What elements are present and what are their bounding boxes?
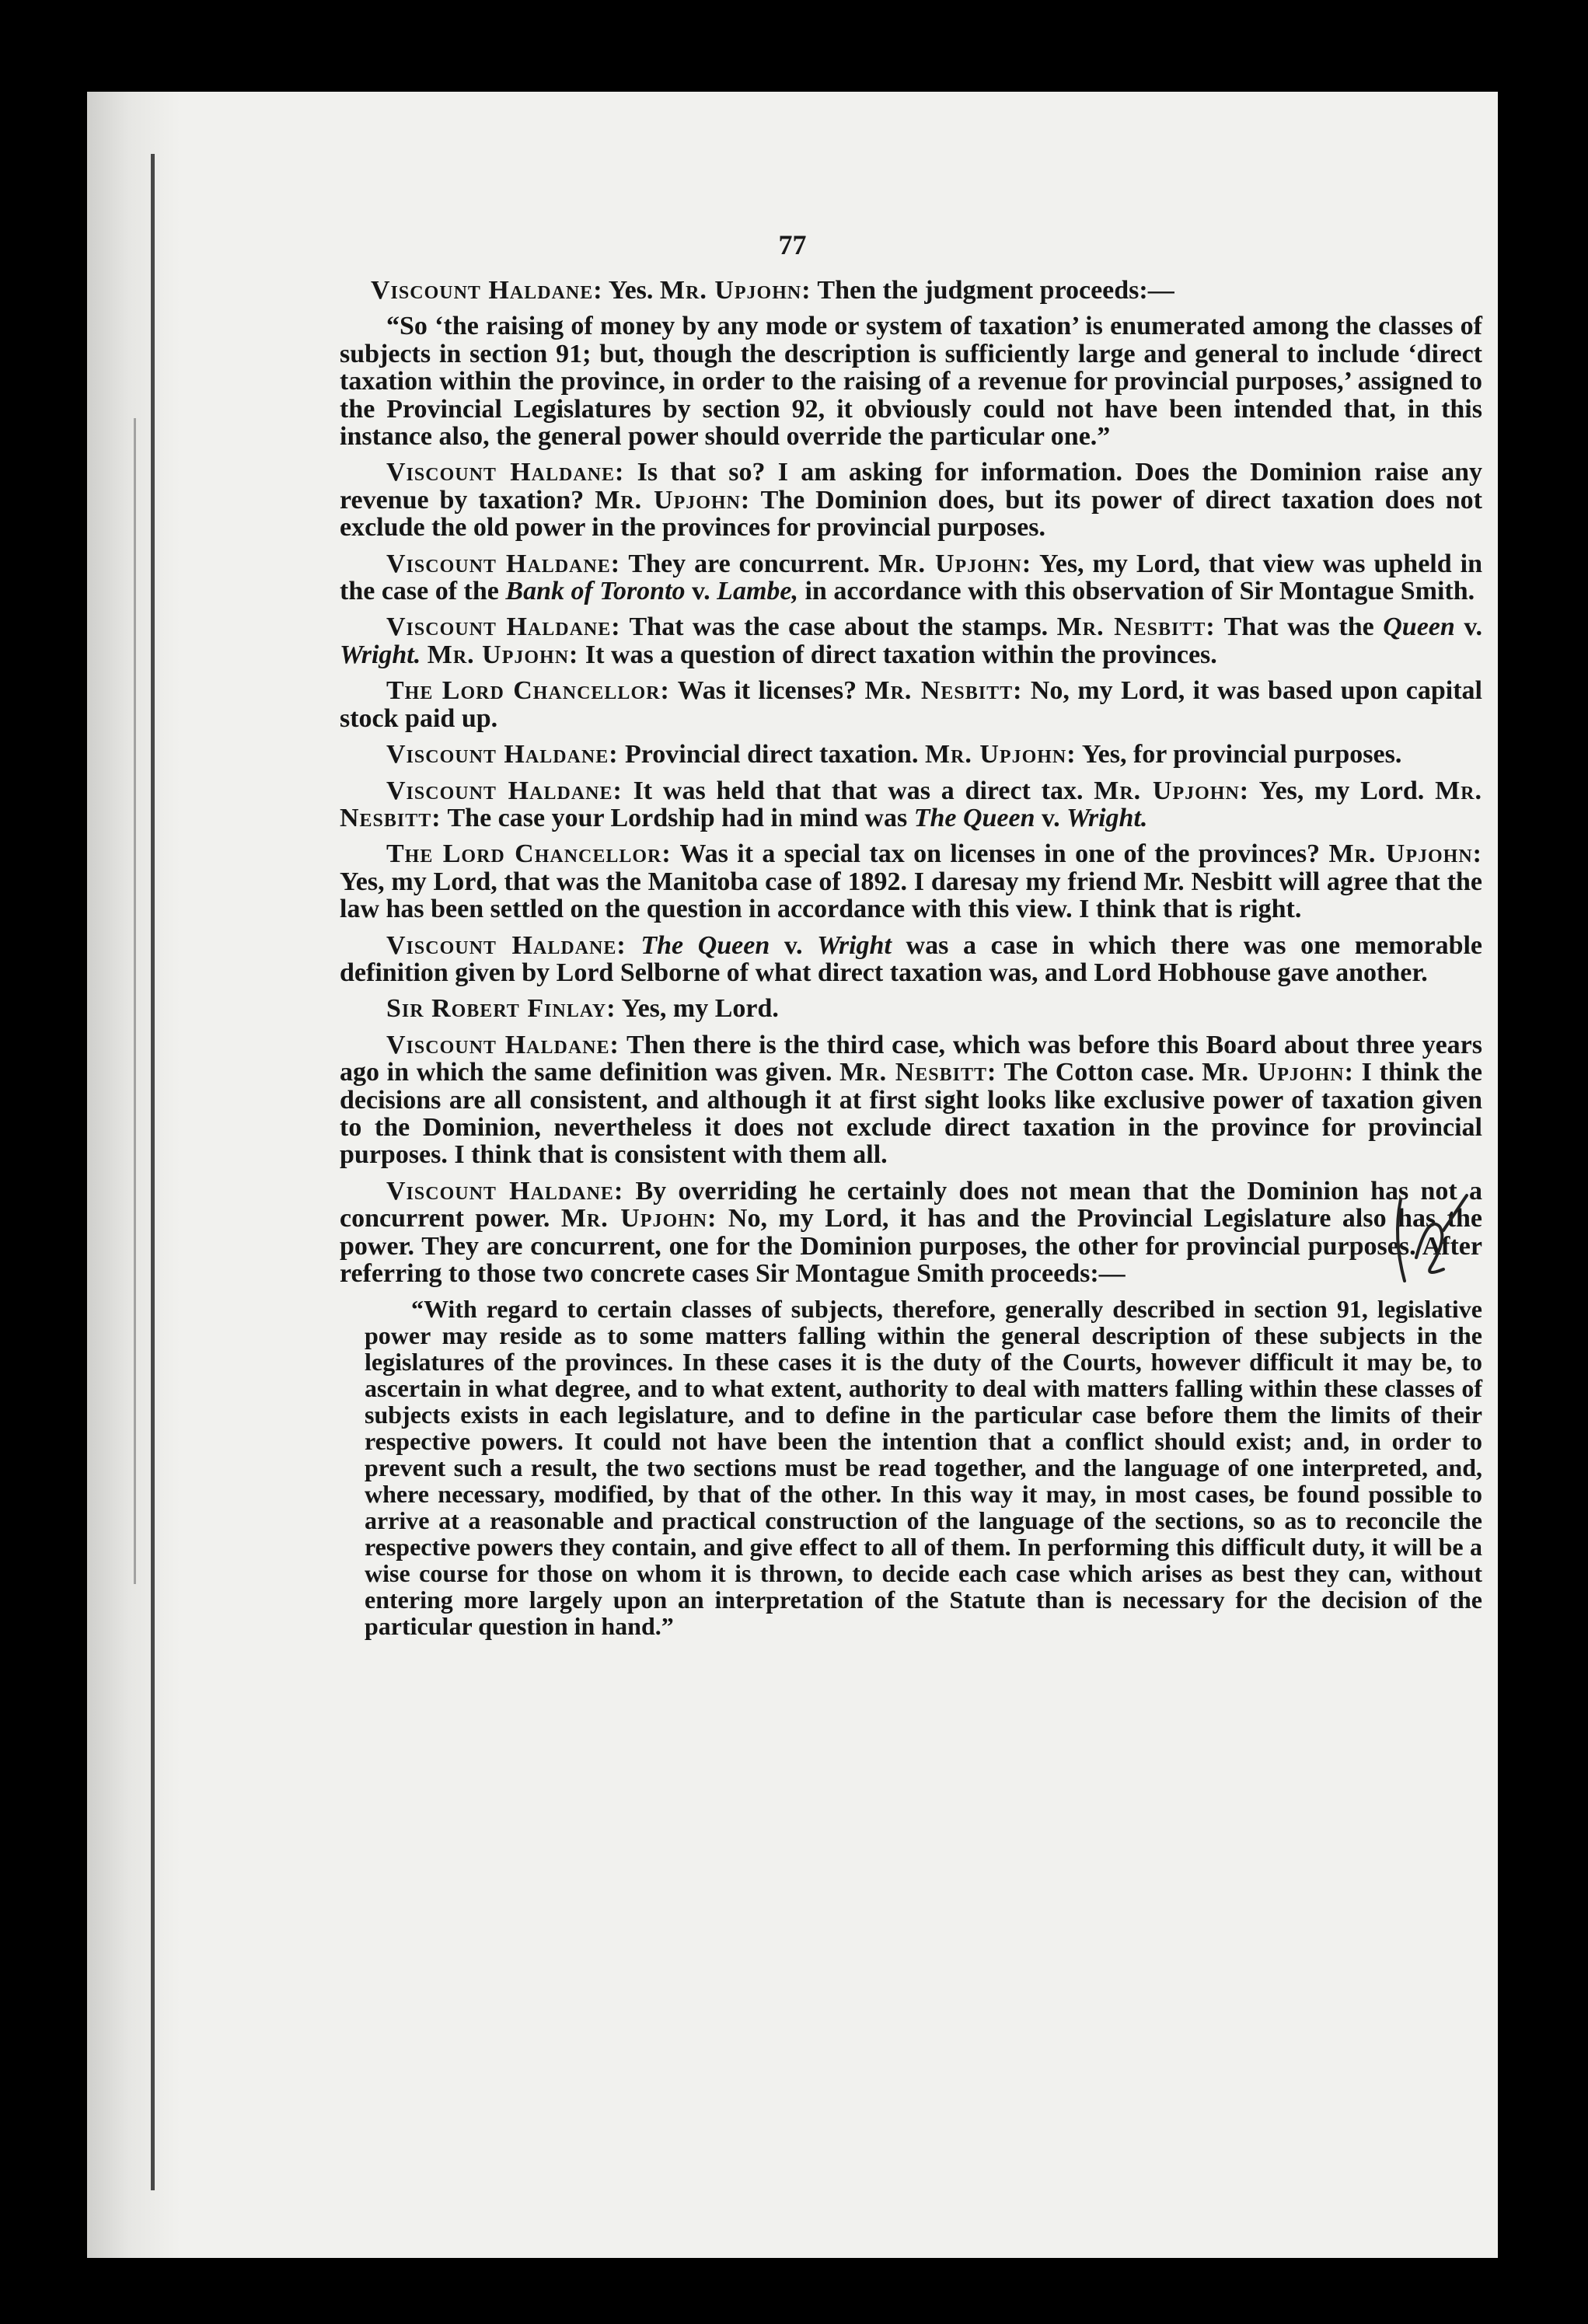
speech: No, my Lord, it was based upon capital stock paid up. (340, 676, 1482, 733)
paragraph (340, 995, 1482, 1022)
speech: By overriding he certainly does not mean that the Dominion has not a concurrent power. (340, 1176, 1482, 1234)
speaker: Mr. Nesbitt: (839, 1058, 997, 1087)
speech: It was a question of direct taxation within the provinces. (585, 640, 1217, 669)
speech: I think the decisions are all consistent, and although it at first sight looks like exclusive power of taxation given to the Dominion, nevertheless it does not exclude direct taxation in the province for provincial purposes. I think that is consistent with them all. (340, 1058, 1483, 1170)
paragraph (340, 1031, 1482, 1169)
block-quotation (340, 1296, 1482, 1639)
speaker: Mr. Nesbitt: (864, 676, 1023, 706)
case-name: Wright. (340, 640, 421, 669)
speaker: Viscount Haldane: (386, 549, 621, 578)
speaker: Mr. Upjohn: (1328, 839, 1482, 869)
speaker: Viscount Haldane: (386, 740, 619, 769)
binding-line-faint (134, 418, 136, 1584)
speaker: The Lord Chancellor: (386, 676, 670, 706)
speech: Is that so? I am asking for information. Does the Dominion raise any revenue by taxation? (340, 458, 1483, 515)
speech: Then the judgment proceeds:— (817, 276, 1174, 305)
quoted-text: “With regard to certain classes of subjects, therefore, generally described in section 91, legislative power may reside as to some matters falling within the general description of these subjects in the legislatures of the provinces. In these cases it is the duty of the Courts, however difficult it may be, to ascertain in what degree, and to what extent, authority to deal with matters falling within these classes of subjects exists in each legislature, and to define in the particular case before them the limits of their respective powers. It could not have been the intention that a conflict should exist; and, in order to prevent such a result, the two sections must be read together, and the language of one interpreted, and, where necessary, modified, by that of the other. In this way it may, in most cases, be found possible to arrive at a reasonable and practical construction of the language of the sections, so as to reconcile the respective powers they contain, and give effect to all of them. In performing this difficult duty, it will be a wise course for those on whom it is thrown, to decide each case which arises as best they can, without entering more largely upon an interpretation of the Statute than is necessary for the decision of the particular question in hand.” (365, 1295, 1482, 1641)
speech: Yes, for provincial purposes. (1081, 740, 1402, 769)
speech: Yes, my Lord. (1258, 776, 1436, 805)
case-versus: v. (1454, 612, 1482, 642)
speaker: Mr. Nesbitt: (1056, 612, 1216, 642)
speech: They are concurrent. (628, 549, 879, 578)
paragraph (340, 1178, 1482, 1288)
speaker: Viscount Haldane: (371, 276, 603, 305)
paragraph (340, 677, 1482, 732)
case-versus: v. (770, 930, 818, 960)
paragraph (340, 550, 1482, 605)
speech: That was the (1223, 612, 1384, 642)
case-name: Wright. (1066, 803, 1148, 832)
speech: in accordance with this observation of Sir Montague Smith. (797, 577, 1475, 606)
paragraph (340, 613, 1482, 668)
quoted-text: “So ‘the raising of money by any mode or system of taxation’ is enumerated among the classes of subjects in section 91; but, though the description is sufficiently large and general to include ‘direct taxation within the province, in order to the raising of a revenue for provincial purposes,’ assigned to the Provincial Legislatures by section 92, it obviously could not have been intended that, in this instance also, the general power should override the particular one.” (340, 312, 1482, 452)
speaker: Viscount Haldane: (386, 930, 626, 960)
speaker: Mr. Upjohn: (1202, 1058, 1354, 1087)
speech: was a case in which there was one memorable definition given by Lord Selborne of what direct taxation was, and Lord Hobhouse gave another. (340, 930, 1483, 987)
speech: No, my Lord, it has and the Provincial Legislature also has the power. They are concurrent, one for the Dominion purposes, the other for provincial purposes. After referring to those two concrete cases Sir Montague Smith proceeds:— (340, 1204, 1482, 1288)
page-number: 77 (778, 229, 807, 260)
speaker: Mr. Upjohn: (924, 740, 1077, 769)
speaker: Mr. Upjohn: (1094, 776, 1250, 805)
speech: Was it a special tax on licenses in one of the provinces? (679, 839, 1329, 869)
quotation (340, 312, 1482, 450)
paragraph (340, 932, 1482, 987)
speaker: Mr. Upjohn: (878, 549, 1032, 578)
case-name: Queen (1383, 612, 1455, 642)
speaker: Sir Robert Finlay: (386, 994, 616, 1024)
speaker: Viscount Haldane: (386, 1176, 624, 1206)
case-name: Bank of Toronto (505, 577, 686, 606)
paragraph (340, 840, 1482, 923)
speaker: Viscount Haldane: (386, 1030, 619, 1059)
speech: Then there is the third case, which was before this Board about three years ago in which the same definition was given. (340, 1030, 1483, 1087)
handwritten-margin-mark (1385, 1184, 1478, 1300)
paragraph (340, 741, 1482, 768)
case-versus: v. (1035, 803, 1067, 832)
binding-line (151, 154, 155, 2190)
case-name: The Queen (640, 930, 770, 960)
speaker: Viscount Haldane: (386, 458, 625, 487)
speaker: Mr. Upjohn: (560, 1204, 717, 1234)
speech: Yes. (608, 276, 660, 305)
speaker: Mr. Upjohn: (595, 485, 751, 515)
speech: The case your Lordship had in mind was (447, 803, 914, 832)
speaker: The Lord Chancellor: (386, 839, 672, 869)
paragraph (340, 777, 1482, 832)
paragraph (340, 277, 1482, 304)
speaker: Viscount Haldane: (386, 612, 621, 642)
speech: That was the case about the stamps. (629, 612, 1057, 642)
speaker: Mr. Nesbitt: (340, 776, 1483, 832)
speech: The Cotton case. (1003, 1058, 1202, 1087)
document-page (87, 92, 1498, 2258)
speech: Was it licenses? (677, 676, 865, 706)
speech: Yes, my Lord, that was the Manitoba case of 1892. I daresay my friend Mr. Nesbitt will agree that the law has been settled on the question in accordance with this view. I think that is right. (340, 867, 1482, 924)
paragraph (340, 459, 1482, 541)
speaker: Mr. Upjohn: (427, 640, 579, 669)
case-name: Lambe, (717, 577, 798, 606)
speech: It was held that that was a direct tax. (633, 776, 1094, 805)
speech: Provincial direct taxation. (625, 740, 925, 769)
speaker: Mr. Upjohn: (659, 276, 811, 305)
speech: The Dominion does, but its power of direct taxation does not exclude the old power in the provinces for provincial purposes. (340, 485, 1482, 543)
case-versus: v. (685, 577, 717, 606)
speaker: Viscount Haldane: (386, 776, 623, 805)
speech: Yes, my Lord, that view was upheld in the case of the (340, 549, 1482, 606)
case-name: Wright (817, 930, 892, 960)
case-name: The Queen (913, 803, 1035, 832)
body-text (340, 277, 1482, 1648)
speech: Yes, my Lord. (621, 994, 779, 1024)
